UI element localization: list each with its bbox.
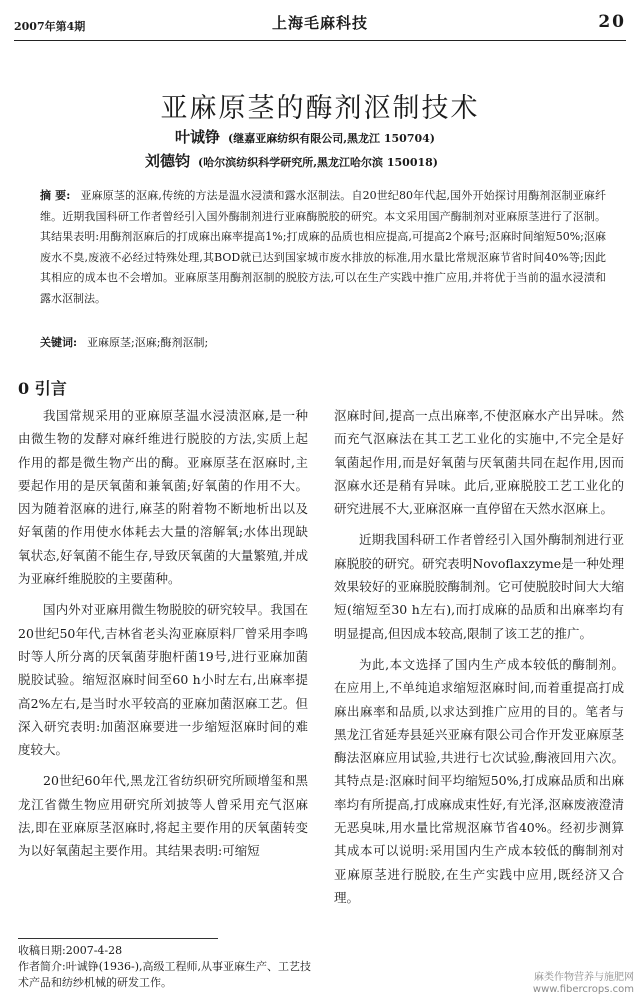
footnote-rule xyxy=(18,938,218,939)
paragraph: 国内外对亚麻用微生物脱胶的研究较早。我国在20世纪50年代,吉林省老头沟亚麻原料厂曾采用李鸣时等人所分离的厌氧菌芽胞杆菌19号,进行亚麻加菌脱胶试验。缩短沤麻时间至60 h小时左右,出麻率提高2%左右,是当时水平较高的亚麻加菌沤麻工艺。但深入研究表明:加菌沤麻要进一步缩短沤麻时间的难度较大。 xyxy=(18,602,308,758)
abstract-text: 亚麻原茎的沤麻,传统的方法是温水浸渍和露水沤制法。自20世纪80年代起,国外开始探讨用酶剂沤制亚麻纤维。近期我国科研工作者曾经引入国外酶制剂进行亚麻酶脱胶的研究。本文采用国产酶制剂对亚麻原茎进行了沤制。其结果表明:用酶剂沤麻后的打成麻出麻率提高1%;打成麻的品质也相应提高,可提高2个麻号;沤麻时间缩短50%;沤麻废水不臭,废液不必经过特殊处理,其BOD就已达到国家城市废水排放的标准,用水量比常规沤麻节省时间40%等;因此其相应的成本也不会增加。亚麻原茎用酶剂沤制的脱胶方法,可以在生产实践中推广应用,并将优于当前的温水浸渍和露水沤制法。 xyxy=(40,189,607,305)
running-header xyxy=(14,8,626,38)
keywords-text: 亚麻原茎;沤麻;酶剂沤制; xyxy=(87,336,209,349)
keywords-label: 关键词: xyxy=(40,336,78,349)
right-column xyxy=(334,404,624,917)
abstract xyxy=(40,186,606,309)
journal-name: 上海毛麻科技 xyxy=(271,14,368,32)
paragraph: 沤麻时间,提高一点出麻率,不使沤麻水产出异味。然而充气沤麻法在其工艺工业化的实施中,不完全是好氧菌起作用,而是好氧菌与厌氧菌共同在起作用,因而沤麻水还是稍有异味。此后,亚麻脱胶工艺工业化的研究进展不大,亚麻沤麻一直停留在天然水沤麻上。 xyxy=(334,408,624,517)
section-heading: 0 引言 xyxy=(18,379,67,398)
watermark xyxy=(533,972,634,996)
author-bio: 作者简介:叶诚铮(1936-),高级工程师,从事亚麻生产、工艺技术产品和纺纱机械的研发工作。 xyxy=(18,960,311,989)
paragraph: 为此,本文选择了国内生产成本较低的酶制剂。在应用上,不单纯追求缩短沤麻时间,而着重提高打成麻出麻率和品质,以求达到推广应用的目的。笔者与黑龙江省延寿县延兴亚麻有限公司合作开发亚麻原茎酶法沤麻应用试验,共进行七次试验,酶液回用六次。其特点是:沤麻时间平均缩短50%,打成麻品质和出麻率均有所提高,打成麻成束性好,有光泽,沤麻废液澄清无恶臭味,用水量比常规沤麻节省40%。经初步测算其成本可以说明:采用国内生产成本较低的酶制剂对亚麻原茎进行脱胶,在生产实践中应用,既经济又合理。 xyxy=(334,656,624,905)
watermark-line-1: 麻类作物营养与施肥网 xyxy=(534,972,634,983)
received-date: 收稿日期:2007-4-28 xyxy=(18,944,123,957)
author-name: 刘德钧 xyxy=(145,152,191,170)
abstract-label: 摘 要: xyxy=(40,189,71,202)
keywords xyxy=(40,334,606,350)
left-column xyxy=(18,404,308,871)
paragraph: 20世纪60年代,黑龙江省纺织研究所顾增玺和黑龙江省微生物应用研究所刘披等人曾采用充气沤麻法,即在亚麻原茎沤麻时,将起主要作用的厌氧菌转变为以好氧菌起主要作用。其结果表明:可缩短 xyxy=(18,773,308,859)
footnote xyxy=(18,943,318,991)
issue-label: 2007年第4期 xyxy=(14,20,86,33)
author-name: 叶诚铮 xyxy=(175,128,221,146)
paragraph: 我国常规采用的亚麻原茎温水浸渍沤麻,是一种由微生物的发酵对麻纤维进行脱胶的方法,实质上起作用的都是微生物产出的酶。亚麻原茎在沤麻时,主要起作用的是厌氧菌和兼氧菌;好氧菌的作用不大。因为随着沤麻的进行,麻茎的附着物不断地析出以及好氧菌的作用使水体耗去大量的溶解氧;水体出现缺氧状态,好氧菌不能生存,导致厌氧菌的大量繁殖,并成为亚麻纤维脱胶的主要菌种。 xyxy=(18,408,308,587)
paragraph: 近期我国科研工作者曾经引入国外酶制剂进行亚麻脱胶的研究。研究表明Novoflaxzyme是一种处理效果较好的亚麻脱胶酶制剂。它可使脱胶时间大大缩短(缩短至30 h左右),而打成麻的品质和出麻率均有明显提高,但因成本较高,限制了该工艺的推广。 xyxy=(334,532,624,641)
header-rule xyxy=(14,40,626,41)
page-number: 20 xyxy=(598,12,626,32)
article-title: 亚麻原茎的酶剂沤制技术 xyxy=(160,93,480,124)
author-2 xyxy=(145,150,438,171)
author-1 xyxy=(175,126,435,147)
watermark-line-2: www.fibercrops.com xyxy=(532,984,634,995)
author-affiliation: (哈尔滨纺织科学研究所,黑龙江哈尔滨 150018) xyxy=(198,156,439,169)
author-affiliation: (继嘉亚麻纺织有限公司,黑龙江 150704) xyxy=(228,132,436,145)
